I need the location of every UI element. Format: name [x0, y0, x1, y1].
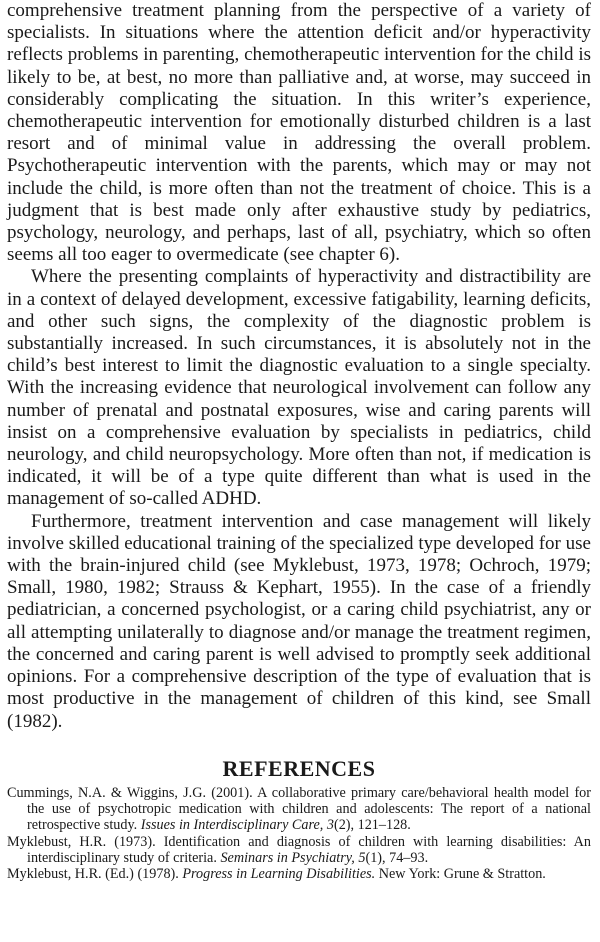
reference-text: Myklebust, H.R. (1973). Identification and diagnosis of children with learning disabilities: An interdisciplinary study of criteria. — [7, 833, 591, 866]
reference-source: Issues in Interdisciplinary Care, 3 — [140, 817, 334, 834]
references-list — [7, 785, 591, 883]
body-paragraph-3: Furthermore, treatment intervention and case management will likely involve skilled educational training of the specialized type developed for use with the brain-injured child (see Myklebust, 1973, 1978; Ochroch, 1979; Small, 1980, 1982; Strauss & Kephart, 1955). In the case of a friendly pediatrician, a concerned psychologist, or a caring child psychiatrist, any or all attempting unilaterally to diagnose and/or manage the treatment regimen, the concerned and caring parent is well advised to promptly seek additional opinions. For a comprehensive description of the type of evaluation that is most productive in the management of children of this kind, see Small (1982). — [7, 510, 591, 732]
reference-source: Seminars in Psychiatry, 5 — [220, 849, 366, 866]
reference-pages: (2), 121–128. — [333, 817, 411, 834]
reference-text: Cummings, N.A. & Wiggins, J.G. (2001). A collaborative primary care/behavioral health model for the use of psychotropic medication with children and adolescents: The report of a national retrospective study. — [7, 784, 591, 834]
reference-pages: (1), 74–93. — [365, 849, 429, 866]
reference-source: Progress in Learning Disabilities. — [182, 866, 376, 883]
reference-entry — [7, 834, 591, 867]
reference-text: Myklebust, H.R. (Ed.) (1978). — [7, 866, 183, 883]
body-paragraph-2: Where the presenting complaints of hyperactivity and distractibility are in a context of delayed development, excessive fatigability, learning deficits, and other such signs, the complexity of the diagnostic problem is substantially increased. In such circumstances, it is absolutely not in the child’s best interest to limit the diagnostic evaluation to a single specialty. With the increasing evidence that neurological involvement can follow any number of prenatal and postnatal exposures, wise and caring parents will insist on a comprehensive evaluation by specialists in pediatrics, child neurology, and child neuropsychology. More often than not, if medication is indicated, it will be of a type quite different than what is used in the management of so-called ADHD. — [7, 266, 591, 510]
reference-entry — [7, 866, 591, 882]
reference-entry — [7, 785, 591, 834]
document-page — [7, 0, 591, 882]
references-heading: REFERENCES — [222, 755, 376, 781]
reference-pages: New York: Grune & Stratton. — [375, 866, 546, 883]
body-paragraph-1: comprehensive treatment planning from the perspective of a variety of specialists. In situations where the attention deficit and/or hyperactivity reflects problems in parenting, chemotherapeutic intervention for the child is likely to be, at best, no more than palliative and, at worse, may succeed in considerably complicating the situation. In this writer’s experience, chemotherapeutic intervention for emotionally disturbed children is a last resort and of minimal value in addressing the overall problem. Psychotherapeutic intervention with the parents, which may or may not include the child, is more often than not the treatment of choice. This is a judgment that is best made only after exhaustive study by pediatrics, psychology, neurology, and perhaps, last of all, psychiatry, which so often seems all too eager to overmedicate (see chapter 6). — [7, 0, 591, 266]
